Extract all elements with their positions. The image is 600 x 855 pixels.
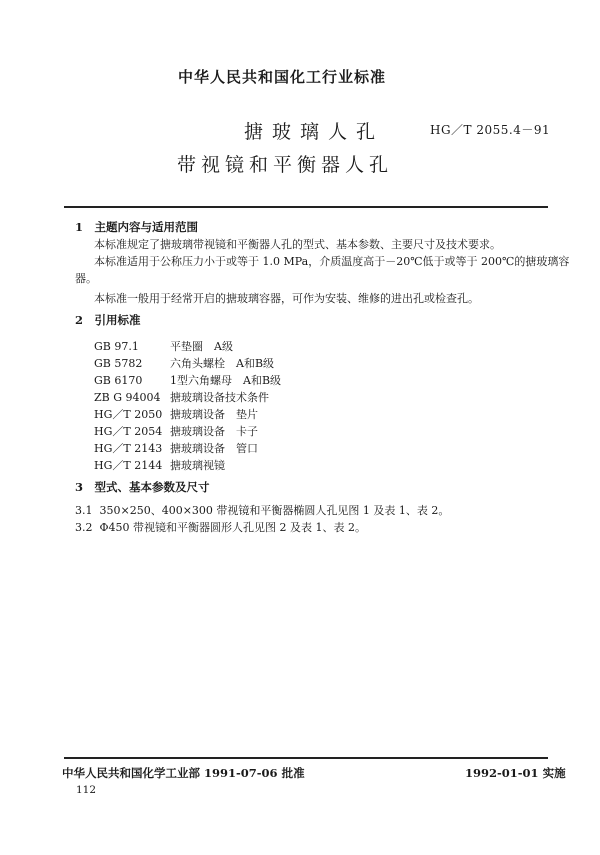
reference-name: 搪玻璃视镜 bbox=[170, 459, 225, 472]
standard-type-header: 中华人民共和国化工行业标准 bbox=[178, 68, 387, 86]
reference-standard bbox=[94, 389, 269, 405]
reference-standard bbox=[94, 406, 258, 422]
standard-code: HG／T 2055.4－91 bbox=[430, 123, 551, 137]
implementation-date: 1992-01-01 实施 bbox=[465, 766, 566, 780]
section-1-paragraph-2-cont: 器。 bbox=[75, 272, 97, 285]
reference-name: 搪玻璃设备技术条件 bbox=[170, 391, 269, 404]
clause-text: 350×250、400×300 带视镜和平衡器椭圆人孔见图 1 及表 1、表 2。 bbox=[99, 504, 450, 517]
section-2-heading: 2 引用标准 bbox=[75, 313, 141, 327]
reference-standard bbox=[94, 372, 281, 388]
reference-code: ZB G 94004 bbox=[94, 391, 161, 404]
section-1-heading: 1 主题内容与适用范围 bbox=[75, 220, 199, 234]
reference-name: 搪玻璃设备 管口 bbox=[170, 442, 258, 455]
reference-standard bbox=[94, 457, 225, 473]
reference-standard bbox=[94, 338, 233, 354]
clause-3-1 bbox=[75, 502, 449, 519]
section-1-paragraph-2: 本标准适用于公称压力小于或等于 1.0 MPa，介质温度高于－20℃低于或等于 200℃的搪玻璃容 bbox=[94, 255, 570, 268]
footer-divider bbox=[64, 757, 548, 759]
reference-name: 搪玻璃设备 卡子 bbox=[170, 425, 258, 438]
reference-code: GB 97.1 bbox=[94, 340, 139, 353]
reference-name: 六角头螺栓 A和B级 bbox=[170, 357, 275, 370]
document-subtitle: 带视镜和平衡器人孔 bbox=[177, 154, 394, 176]
reference-standard bbox=[94, 355, 274, 371]
clause-number: 3.2 bbox=[75, 521, 93, 534]
clause-3-2 bbox=[75, 519, 366, 536]
reference-code: GB 5782 bbox=[94, 357, 143, 370]
section-3-heading: 3 型式、基本参数及尺寸 bbox=[75, 480, 210, 494]
clause-text: Φ450 带视镜和平衡器圆形人孔见图 2 及表 1、表 2。 bbox=[99, 521, 366, 534]
reference-name: 搪玻璃设备 垫片 bbox=[170, 408, 258, 421]
reference-name: 1型六角螺母 A和B级 bbox=[170, 374, 282, 387]
approval-info: 中华人民共和国化学工业部 1991-07-06 批准 bbox=[62, 766, 305, 780]
page-number: 112 bbox=[76, 784, 97, 796]
reference-code: HG／T 2144 bbox=[94, 459, 163, 472]
reference-standard bbox=[94, 440, 258, 456]
section-1-paragraph-1: 本标准规定了搪玻璃带视镜和平衡器人孔的型式、基本参数、主要尺寸及技术要求。 bbox=[94, 238, 501, 251]
reference-standard bbox=[94, 423, 258, 439]
section-1-paragraph-3: 本标准一般用于经常开启的搪玻璃容器，可作为安装、维修的进出孔或检查孔。 bbox=[94, 292, 479, 305]
reference-code: HG／T 2143 bbox=[94, 442, 163, 455]
reference-code: HG／T 2050 bbox=[94, 408, 163, 421]
reference-name: 平垫圈 A级 bbox=[170, 340, 233, 353]
document-title: 搪玻璃人孔 bbox=[244, 121, 385, 143]
reference-code: GB 6170 bbox=[94, 374, 143, 387]
clause-number: 3.1 bbox=[75, 504, 93, 517]
reference-code: HG／T 2054 bbox=[94, 425, 163, 438]
header-divider bbox=[64, 206, 548, 208]
